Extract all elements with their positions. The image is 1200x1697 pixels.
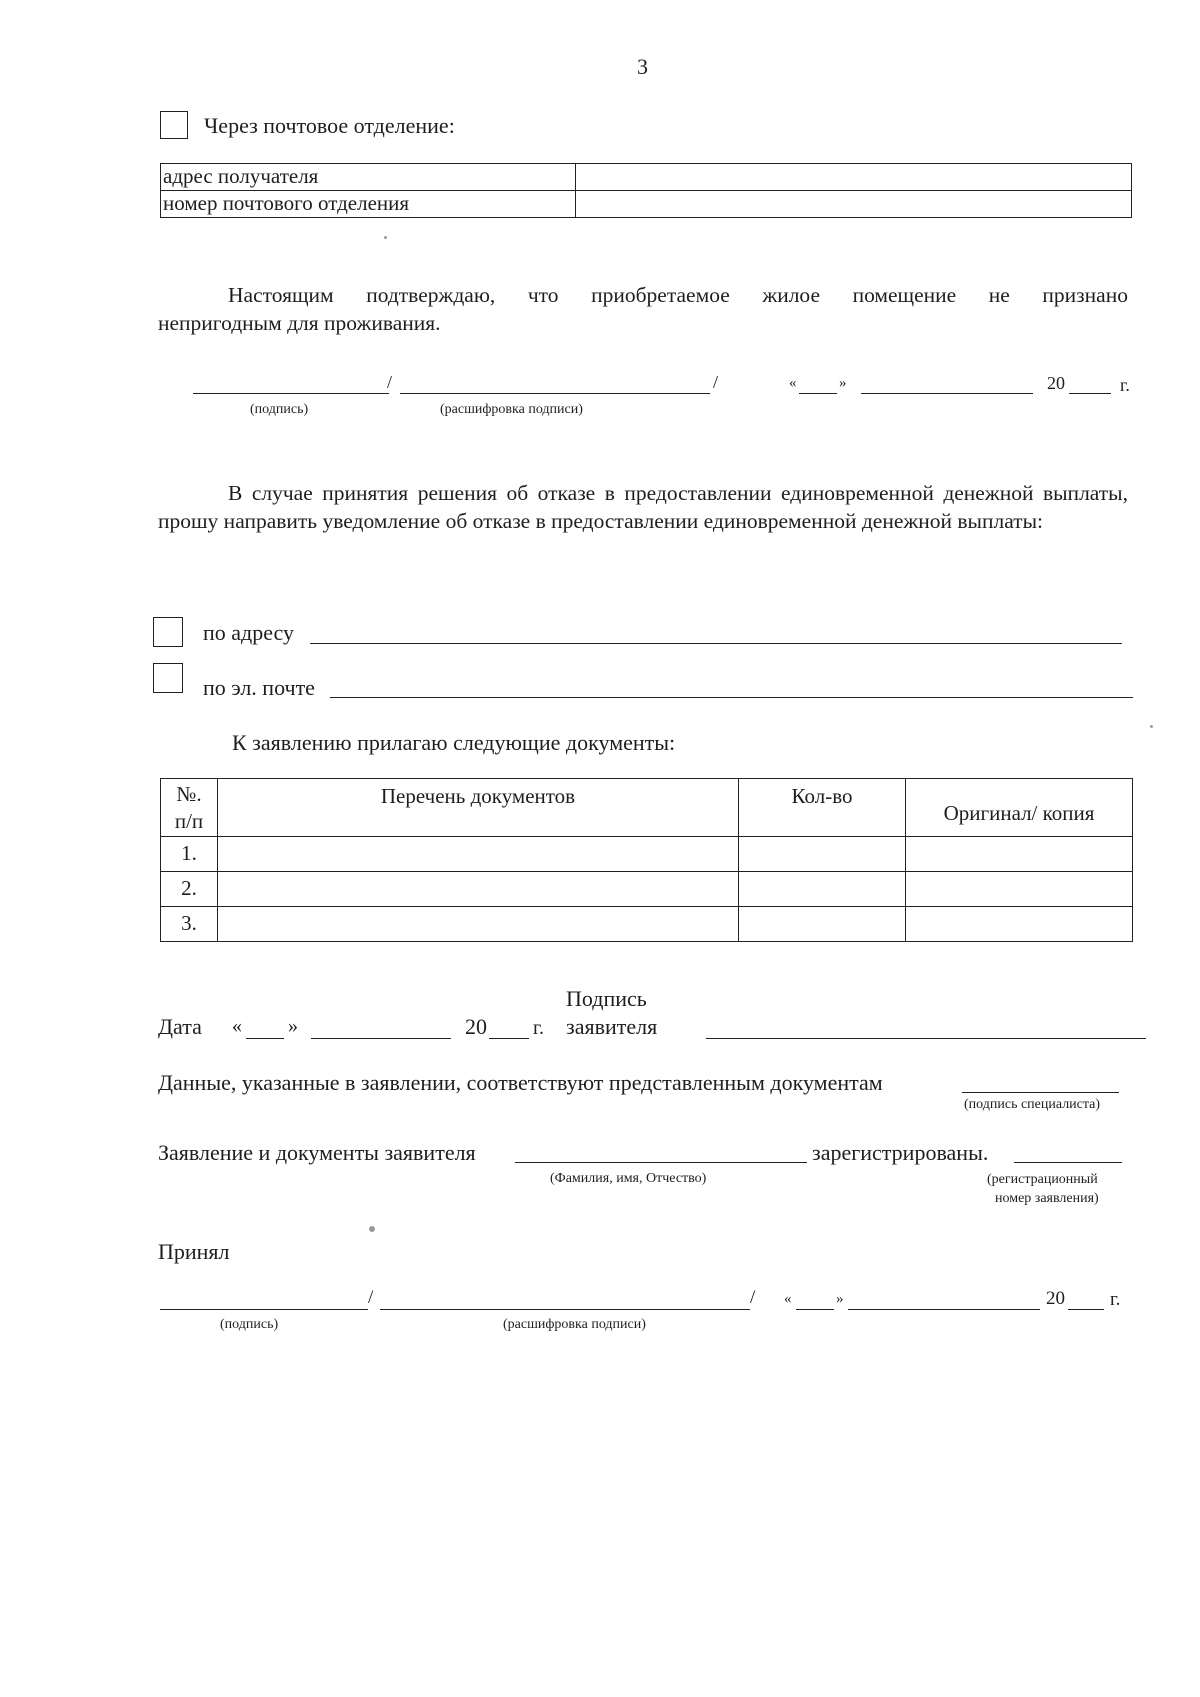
qty-cell[interactable] [739, 837, 906, 872]
specialist-caption: (подпись специалиста) [964, 1097, 1101, 1112]
qty-header-text: Кол-во [791, 784, 853, 808]
year-line[interactable] [1069, 393, 1111, 394]
recipient-address-text: адрес получателя [163, 164, 319, 188]
table-row [161, 191, 1132, 218]
row-number-text: 1. [181, 841, 197, 865]
by-email-label: по эл. почте [203, 675, 315, 700]
open-quote: « [232, 1015, 242, 1037]
verification-text: Данные, указанные в заявлении, соответствуют представленным документам [158, 1070, 883, 1095]
year-prefix: 20 [1047, 373, 1065, 393]
email-line[interactable] [330, 697, 1133, 698]
post-office-number-text: номер почтового отделения [163, 191, 410, 215]
year-suffix: г. [533, 1017, 544, 1039]
accepted-signature-line[interactable] [160, 1309, 368, 1310]
sign-label-line2: заявителя [566, 1014, 658, 1039]
table-row [161, 872, 1133, 907]
registration-number-caption-2: номер заявления) [995, 1191, 1099, 1206]
registration-prefix: Заявление и документы заявителя [158, 1140, 476, 1165]
scan-speck [369, 1226, 375, 1232]
table-row [161, 907, 1133, 942]
applicant-signature-line[interactable] [706, 1038, 1146, 1039]
year-suffix: г. [1110, 1289, 1121, 1310]
date-day-line[interactable] [246, 1038, 284, 1039]
close-quote: » [836, 1291, 844, 1307]
by-email-checkbox[interactable] [153, 663, 183, 693]
row-number-text: 2. [181, 876, 197, 900]
registration-number-line[interactable] [1014, 1162, 1122, 1163]
document-cell[interactable] [218, 837, 739, 872]
sign-label-line1: Подпись [566, 986, 647, 1011]
post-office-checkbox[interactable] [160, 111, 188, 139]
row-number [161, 837, 218, 872]
num-header [161, 779, 218, 837]
post-office-number-label [161, 191, 576, 218]
post-office-number-value[interactable] [576, 191, 1132, 218]
open-quote: « [784, 1291, 792, 1307]
row-number [161, 907, 218, 942]
fio-caption: (Фамилия, имя, Отчество) [550, 1171, 707, 1186]
recipient-address-label [161, 164, 576, 191]
accepted-label: Принял [158, 1239, 230, 1264]
original-copy-header [906, 779, 1133, 837]
date-year-line[interactable] [489, 1038, 529, 1039]
year-prefix: 20 [465, 1014, 487, 1039]
post-office-table [160, 163, 1132, 218]
page-number: 3 [637, 54, 648, 79]
close-quote: » [839, 375, 847, 391]
year-prefix: 20 [1046, 1288, 1065, 1309]
refusal-paragraph: В случае принятия решения об отказе в предоставлении единовременной денежной выплаты, прошу направить уведомление об отказе в предоставлении единовременной денежной выплаты: [158, 481, 1128, 533]
close-quote: » [288, 1015, 298, 1037]
signature-caption: (подпись) [250, 402, 309, 417]
month-line[interactable] [861, 393, 1033, 394]
day-line[interactable] [799, 393, 837, 394]
accepted-year-line[interactable] [1068, 1309, 1104, 1310]
slash: / [368, 1287, 374, 1308]
by-address-checkbox[interactable] [153, 617, 183, 647]
signature-line[interactable] [193, 393, 389, 394]
original-copy-cell[interactable] [906, 872, 1133, 907]
documents-header-text: Перечень документов [380, 784, 576, 808]
row-number-text: 3. [181, 911, 197, 935]
accepted-day-line[interactable] [796, 1309, 834, 1310]
attachments-table [160, 778, 1133, 942]
num-header-line2: п/п [174, 809, 204, 833]
accepted-month-line[interactable] [848, 1309, 1040, 1310]
documents-header [218, 779, 739, 837]
year-suffix: г. [1120, 375, 1130, 395]
slash: / [713, 372, 719, 392]
qty-cell[interactable] [739, 907, 906, 942]
row-number [161, 872, 218, 907]
specialist-signature-line[interactable] [962, 1092, 1119, 1093]
accepted-signature-caption: (подпись) [220, 1317, 279, 1332]
date-month-line[interactable] [311, 1038, 451, 1039]
accepted-decode-line[interactable] [380, 1309, 750, 1310]
registration-number-caption-1: (регистрационный [987, 1172, 1098, 1187]
original-copy-cell[interactable] [906, 907, 1133, 942]
table-header-row [161, 779, 1133, 837]
table-row [161, 837, 1133, 872]
slash: / [387, 372, 393, 392]
accepted-decode-caption: (расшифровка подписи) [503, 1317, 646, 1332]
slash: / [750, 1287, 756, 1308]
scan-speck [1150, 725, 1153, 728]
open-quote: « [789, 375, 797, 391]
confirm-line-2: непригодным для проживания. [158, 311, 441, 335]
scan-speck [384, 236, 387, 239]
table-row [161, 164, 1132, 191]
post-office-label: Через почтовое отделение: [204, 113, 455, 138]
num-header-line1: №. [176, 782, 202, 806]
document-cell[interactable] [218, 907, 739, 942]
qty-header [739, 779, 906, 837]
registration-suffix: зарегистрированы. [812, 1140, 989, 1165]
attachments-intro: К заявлению прилагаю следующие документы: [232, 730, 676, 755]
by-address-label: по адресу [203, 620, 295, 645]
signature-decode-line[interactable] [400, 393, 710, 394]
document-cell[interactable] [218, 872, 739, 907]
confirm-line-1: Настоящим подтверждаю, что приобретаемое жилое помещение не признано [228, 283, 1128, 307]
signature-decode-caption: (расшифровка подписи) [440, 402, 583, 417]
recipient-address-value[interactable] [576, 164, 1132, 191]
address-line[interactable] [310, 643, 1122, 644]
applicant-fio-line[interactable] [515, 1162, 807, 1163]
date-label: Дата [158, 1014, 202, 1039]
original-copy-header-text: Оригинал/ копия [943, 801, 1095, 825]
original-copy-cell[interactable] [906, 837, 1133, 872]
qty-cell[interactable] [739, 872, 906, 907]
